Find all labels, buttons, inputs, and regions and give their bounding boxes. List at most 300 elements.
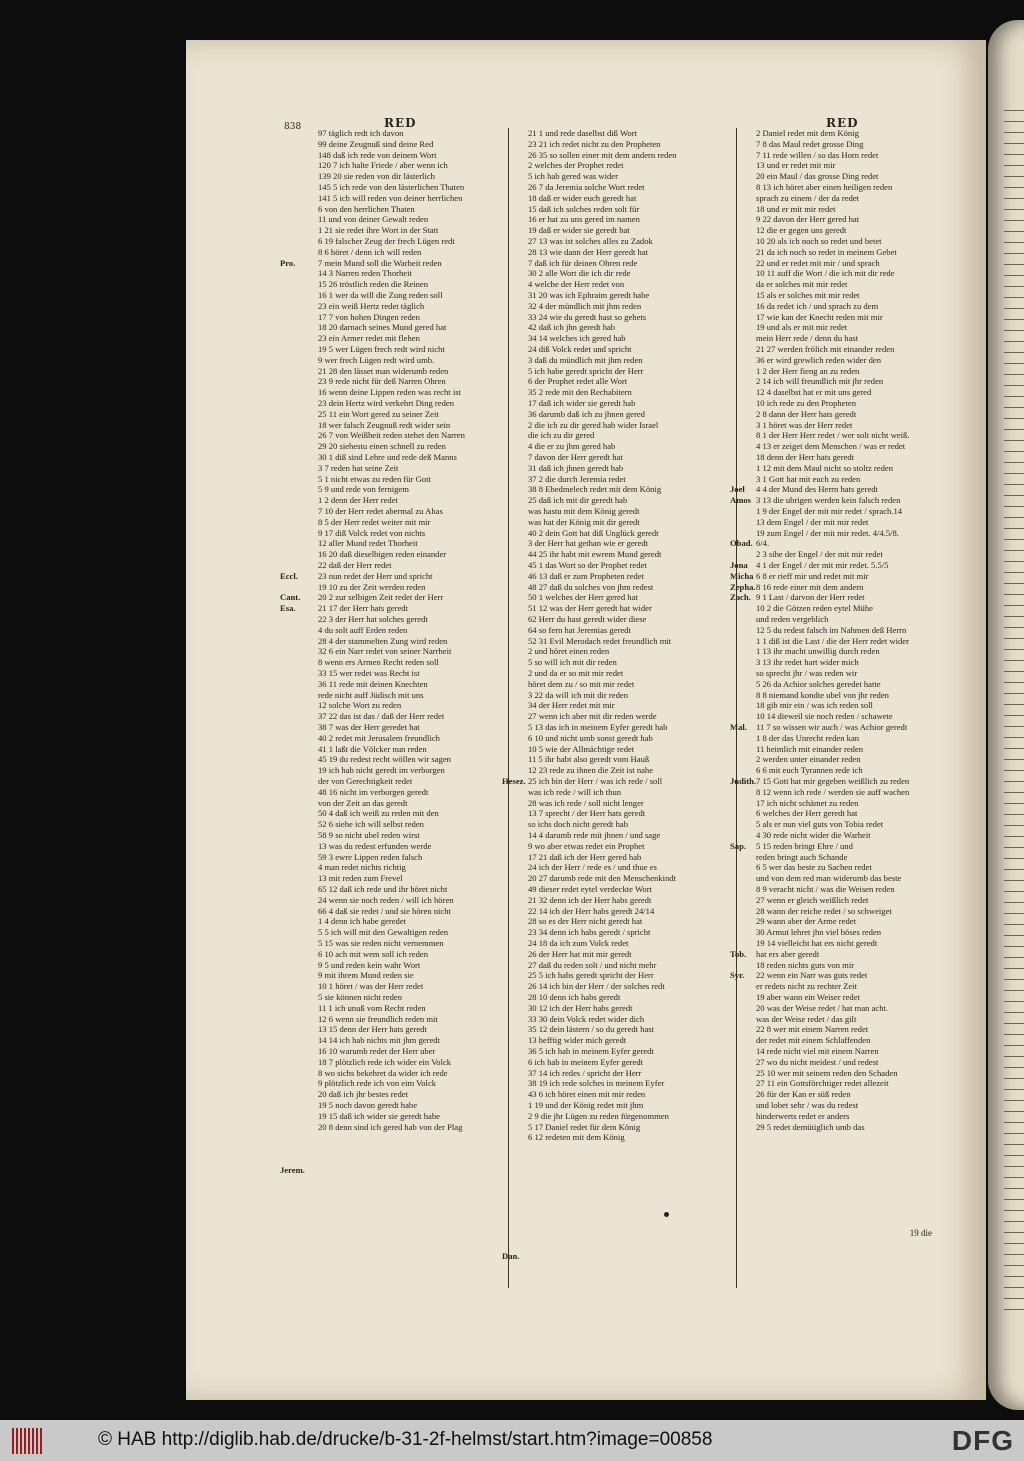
index-entry: 19 daß er wider sie geredt hat bbox=[528, 225, 630, 236]
index-entry: 38 19 ich rede solches in meinem Eyfer bbox=[528, 1078, 665, 1089]
index-entry: 16 1 wer da will die Zung reden soll bbox=[318, 290, 443, 300]
facing-page-line bbox=[1004, 1078, 1024, 1085]
index-entry: 29 20 siehestu einen schnell zu reden bbox=[318, 441, 446, 452]
index-entry: 17 21 daß ich der Herr gered hab bbox=[528, 851, 642, 862]
index-entry: 37 14 ich redes / spricht der Herr bbox=[528, 1067, 642, 1078]
index-entry: 18 reden nichts guts von mir bbox=[756, 959, 855, 970]
index-entry: 32 6 ein Narr redet von seiner Narrheit bbox=[318, 646, 452, 657]
facing-page-line bbox=[1004, 1023, 1024, 1030]
index-entry: 23 nun redet der Herr und spricht bbox=[318, 570, 433, 581]
index-entry: 23 ein Armer redet mit flehen bbox=[318, 333, 420, 344]
index-entry: 7 10 der Herr redet abermal zu Ahas bbox=[318, 506, 443, 516]
index-entry: 18 7 plötzlich rede ich wider ein Volck bbox=[318, 1056, 452, 1067]
facing-page-line bbox=[1004, 990, 1024, 997]
index-entry: 20 was der Weise redet / hat man acht. bbox=[756, 1002, 889, 1013]
index-entry: 25 11 ein Wort gered zu seiner Zeit bbox=[318, 408, 439, 419]
viewer-footer bbox=[0, 1420, 1024, 1461]
index-entry: 1 12 mit dem Maul nicht so stoltz reden bbox=[756, 462, 894, 473]
index-entry: der von Gerechtigkeit redet bbox=[318, 776, 413, 786]
index-entry: 8 13 ich höret aber einen heiligen reden bbox=[756, 182, 893, 192]
index-entry: 7 8 das Maul redet grosse Ding bbox=[756, 138, 864, 149]
facing-page-line bbox=[1004, 286, 1024, 293]
index-entry: 16 10 warumb redet der Herr uber bbox=[318, 1046, 436, 1056]
index-entry: 6 von den herrlichen Thaten bbox=[318, 203, 415, 214]
book-label: Zepha. bbox=[730, 581, 756, 592]
index-entry: 12 aller Mund redet Thorheit bbox=[318, 538, 418, 549]
index-entry: 46 13 daß er zum Propheten redet bbox=[528, 570, 644, 581]
index-entry: 66 4 daß sie redet / und sie hören nicht bbox=[318, 905, 451, 916]
index-entry: 8 16 rede einer mit dem andern bbox=[756, 581, 864, 592]
index-entry: 9 wer frech Lügen redt wird umb. bbox=[318, 354, 435, 365]
facing-page-line bbox=[1004, 880, 1024, 887]
index-entry: 27 wenn ich aber mit dir reden werde bbox=[528, 711, 657, 722]
index-entry: 28 13 wie dann der Herr geredt hat bbox=[528, 246, 649, 257]
facing-page-line bbox=[1004, 638, 1024, 645]
facing-page-line bbox=[1004, 308, 1024, 315]
index-entry: 27 daß du reden solt / und nicht mehr bbox=[528, 959, 657, 970]
index-entry: 20 ein Maul / das grosse Ding redet bbox=[756, 171, 879, 182]
index-entry: 3 der Herr hat gethan wie er geredt bbox=[528, 538, 649, 549]
facing-page-line bbox=[1004, 572, 1024, 579]
index-entry: 8 wo sichs bekehret da wider ich rede bbox=[318, 1067, 448, 1078]
index-entry: 4 du solt auff Erden reden bbox=[318, 624, 408, 635]
facing-page-line bbox=[1004, 825, 1024, 832]
facing-page-line bbox=[1004, 1177, 1024, 1184]
index-entry: 5 17 Daniel redet für dem König bbox=[528, 1121, 641, 1132]
facing-page-line bbox=[1004, 1144, 1024, 1151]
index-entry: 9 1 Last / darvon der Herr redet bbox=[756, 592, 865, 603]
index-entry: 28 wann der reiche redet / so schweiget bbox=[756, 905, 892, 916]
index-entry: 10 20 als ich noch so redet und betet bbox=[756, 236, 882, 246]
index-entry: 6 ich hab in meinem Eyfer geredt bbox=[528, 1056, 644, 1067]
facing-page-line bbox=[1004, 649, 1024, 656]
facing-page-line bbox=[1004, 1232, 1024, 1239]
facing-page-line bbox=[1004, 517, 1024, 524]
index-entry: 7 mein Mund soll die Warheit reden bbox=[318, 257, 442, 268]
index-entry: 23 9 rede nicht für deß Narren Ohren bbox=[318, 376, 446, 387]
index-entry: 58 9 so nicht ubel reden wirst bbox=[318, 830, 420, 840]
index-entry: 38 8 Ebedmelech redet mit dem König bbox=[528, 484, 662, 495]
index-entry: 52 6 siehe ich will selbst reden bbox=[318, 819, 424, 830]
index-entry: 18 20 darnach seines Mund gered hat bbox=[318, 322, 447, 333]
index-entry: 15 als er solches mit mir redet bbox=[756, 290, 860, 300]
index-entry: 1 4 denn ich habe geredet bbox=[318, 916, 407, 927]
index-entry: 10 ich rede zu den Propheten bbox=[756, 398, 856, 408]
index-entry: 4 man redet nichts richtig bbox=[318, 862, 406, 873]
facing-page-line bbox=[1004, 814, 1024, 821]
facing-page-line bbox=[1004, 1089, 1024, 1096]
index-entry: 28 4 der stammelten Zung wird reden bbox=[318, 635, 448, 646]
facing-page-line bbox=[1004, 550, 1024, 557]
index-entry: 21 17 der Herr hats geredt bbox=[318, 603, 408, 614]
index-entry: 43 6 ich höret einen mit mir reden bbox=[528, 1089, 646, 1100]
facing-page-line bbox=[1004, 1276, 1024, 1283]
index-entry: 3 1 Gott hat mit euch zu reden bbox=[756, 473, 861, 484]
index-entry: 35 2 rede mit den Rechabitern bbox=[528, 387, 632, 398]
index-entry: 14 4 darumb rede mit jhnen / und sage bbox=[528, 830, 661, 840]
facing-page-line bbox=[1004, 121, 1024, 128]
facing-page-line bbox=[1004, 803, 1024, 810]
index-entry: 32 4 der mündlich mit jhm reden bbox=[528, 300, 642, 311]
facing-page-line bbox=[1004, 847, 1024, 854]
index-entry: 18 wer falsch Zeugnuß redt wider sein bbox=[318, 419, 451, 430]
facing-page-line bbox=[1004, 110, 1024, 117]
index-entry: 17 7 von hohen Dingen reden bbox=[318, 311, 420, 322]
facing-page-line bbox=[1004, 407, 1024, 414]
index-entry: 21 1 und rede daselbst diß Wort bbox=[528, 128, 637, 138]
facing-page-line bbox=[1004, 957, 1024, 964]
index-entry: 18 denn der Herr hats geredt bbox=[756, 452, 855, 462]
facing-page-line bbox=[1004, 165, 1024, 172]
facing-page-line bbox=[1004, 748, 1024, 755]
index-entry: 4 13 er zeiget dem Menschen / was er redet bbox=[756, 441, 906, 452]
index-entry: 42 daß ich jhn geredt hab bbox=[528, 322, 616, 333]
facing-page-line bbox=[1004, 891, 1024, 898]
index-entry: 5 9 und rede von fernigem bbox=[318, 484, 409, 495]
index-entry: 9 plötzlich rede ich von eim Volck bbox=[318, 1078, 437, 1089]
index-entry: 13 7 sprecht / der Herr hats geredt bbox=[528, 808, 646, 819]
index-entry: 9 22 davon der Herr gered hat bbox=[756, 214, 860, 225]
index-column-3 bbox=[730, 128, 972, 1288]
facing-page-line bbox=[1004, 913, 1024, 920]
index-entry: 3 daß du mündlich mit jhm reden bbox=[528, 354, 643, 365]
facing-page-line bbox=[1004, 484, 1024, 491]
facing-page-line bbox=[1004, 946, 1024, 953]
index-entry: 8 5 der Herr redet weiter mit mir bbox=[318, 516, 431, 527]
index-entry: 8 wenn ers Armen Recht reden soll bbox=[318, 657, 439, 668]
index-entry: 5 5 ich will mit den Gewaltigen reden bbox=[318, 927, 449, 938]
facing-page-line bbox=[1004, 528, 1024, 535]
facing-page-line bbox=[1004, 231, 1024, 238]
facing-page-line bbox=[1004, 660, 1024, 667]
index-entry: 6/4. bbox=[756, 538, 770, 549]
facing-page-line bbox=[1004, 781, 1024, 788]
index-entry: 36 11 rede mit deinen Knechten bbox=[318, 678, 428, 689]
index-entry: 22 daß der Herr redet bbox=[318, 560, 392, 570]
index-entry: 28 was ich rede / soll nicht lenger bbox=[528, 797, 644, 808]
index-entry: 26 14 ich bin der Herr / der solches redt bbox=[528, 981, 665, 992]
index-entry: 9 wo aber etwas redet ein Prophet bbox=[528, 840, 645, 851]
facing-page-line bbox=[1004, 594, 1024, 601]
index-column-2 bbox=[502, 128, 736, 1288]
index-entry: so ichs doch nicht geredt hab bbox=[528, 819, 628, 830]
index-entry: 3 22 da will ich mit dir reden bbox=[528, 689, 628, 700]
index-entry: 30 1 diß sind Lehre und rede deß Manns bbox=[318, 452, 457, 462]
facing-page-line bbox=[1004, 836, 1024, 843]
index-entry: 11 5 ihr habt also geredt vom Hauß bbox=[528, 754, 650, 765]
index-entry: was hat der König mit dir geredt bbox=[528, 516, 640, 527]
index-entry: 62 Herr du hast geredt wider diese bbox=[528, 614, 647, 624]
facing-page-line bbox=[1004, 693, 1024, 700]
book-label: Hesez. bbox=[502, 776, 526, 786]
facing-page-line bbox=[1004, 187, 1024, 194]
index-entry: 12 4 daselbst hat er mit uns gered bbox=[756, 387, 872, 398]
index-entry: 9 mit ihrem Mund reden sie bbox=[318, 970, 414, 981]
index-entry: 97 täglich redt ich davon bbox=[318, 128, 404, 138]
index-entry: 1 2 der Herr fieng an zu reden bbox=[756, 365, 860, 376]
facing-page-line bbox=[1004, 1122, 1024, 1129]
index-entry: 24 wenn sie noch reden / will ich hören bbox=[318, 894, 454, 905]
index-entry: 21 32 denn ich der Herr habs geredt bbox=[528, 894, 652, 905]
index-entry: so sprecht jhr / was reden wir bbox=[756, 668, 858, 678]
index-entry: 5 als er nun viel guts von Tobia redet bbox=[756, 819, 884, 830]
index-entry: 6 8 er rieff mir und redet mit mir bbox=[756, 570, 869, 581]
index-entry: 34 14 welches ich gered hab bbox=[528, 333, 626, 344]
index-entry: 26 der Herr hat mit mir geredt bbox=[528, 948, 632, 959]
facing-page-line bbox=[1004, 924, 1024, 931]
facing-page-line bbox=[1004, 1001, 1024, 1008]
index-entry: 6 10 und nicht umb sonst geredt hab bbox=[528, 732, 653, 743]
facing-page-line bbox=[1004, 1188, 1024, 1195]
logo-bar bbox=[20, 1428, 22, 1454]
facing-page-line bbox=[1004, 374, 1024, 381]
facing-page-line bbox=[1004, 275, 1024, 282]
index-entry: 19 5 noch davon geredt habe bbox=[318, 1100, 418, 1110]
facing-page-line bbox=[1004, 682, 1024, 689]
index-entry: 8 1 der Herr Herr redet / wer solt nicht weiß. bbox=[756, 430, 910, 441]
index-entry: 30 Armut lehret jhn viel böses reden bbox=[756, 927, 882, 938]
book-label: Esa. bbox=[280, 603, 296, 614]
index-entry: reden bringt auch Schande bbox=[756, 851, 848, 862]
index-entry: 34 der Herr redet mit mir bbox=[528, 700, 615, 711]
index-entry: 23 21 ich redet nicht zu den Propheten bbox=[528, 138, 661, 149]
index-entry: 19 10 zu der Zeit werden reden bbox=[318, 581, 426, 592]
index-entry: 40 2 dein Gott hat diß Unglück geredt bbox=[528, 527, 659, 538]
logo-bar bbox=[16, 1428, 18, 1454]
index-entry: 1 2 denn der Herr redet bbox=[318, 495, 398, 506]
index-entry: 24 ich der Herr / rede es / und thue es bbox=[528, 862, 657, 873]
index-entry: 6 6 mit euch Tyrannen rede ich bbox=[756, 765, 863, 776]
facing-page-line bbox=[1004, 1111, 1024, 1118]
index-entry: 8 12 wenn ich rede / werden sie auff wachen bbox=[756, 786, 910, 797]
index-entry: 4 die er zu jhm gered hab bbox=[528, 441, 616, 452]
index-entry: 141 5 ich will reden von deiner herrlichen bbox=[318, 192, 463, 203]
facing-page-line bbox=[1004, 627, 1024, 634]
index-entry: 4 30 rede nicht wider die Warheit bbox=[756, 830, 871, 840]
facing-page-line bbox=[1004, 1100, 1024, 1107]
facing-page-line bbox=[1004, 583, 1024, 590]
facing-page-line bbox=[1004, 352, 1024, 359]
facing-page-line bbox=[1004, 1012, 1024, 1019]
index-entry: 25 10 wer mit seinem reden den Schaden bbox=[756, 1067, 898, 1078]
logo-bar bbox=[32, 1428, 34, 1454]
facing-page-line bbox=[1004, 495, 1024, 502]
logo-bar bbox=[36, 1428, 38, 1454]
facing-page-line bbox=[1004, 1199, 1024, 1206]
facing-page-line bbox=[1004, 1309, 1024, 1316]
index-entry: 13 15 denn der Herr hats geredt bbox=[318, 1024, 427, 1035]
facing-page-line bbox=[1004, 539, 1024, 546]
facing-page-line bbox=[1004, 473, 1024, 480]
index-entry: 5 15 reden bringt Ehre / und bbox=[756, 840, 853, 851]
facing-page-line bbox=[1004, 429, 1024, 436]
book-label: Amos bbox=[730, 495, 752, 506]
index-entry: 12 5 du redest falsch im Nahmen deß Herrn bbox=[756, 624, 907, 635]
index-entry: 1 13 ihr macht unwillig durch reden bbox=[756, 646, 880, 657]
facing-page-line bbox=[1004, 1243, 1024, 1250]
index-entry: 45 19 du redest recht wöllen wir sagen bbox=[318, 754, 451, 765]
index-entry: 50 1 welches der Herr gered hat bbox=[528, 592, 638, 603]
index-entry: 15 26 tröstlich reden die Reinen bbox=[318, 279, 429, 290]
index-entry: 2 die ich zu dir gered hab wider Israel bbox=[528, 419, 659, 430]
index-entry: 5 15 was sie reden nicht vernemmen bbox=[318, 938, 444, 948]
facing-page-line bbox=[1004, 242, 1024, 249]
index-entry: 26 35 so sollen einer mit dem andern reden bbox=[528, 149, 677, 160]
index-entry: 7 davon der Herr geredt hat bbox=[528, 452, 623, 462]
book-label: Zach. bbox=[730, 592, 751, 603]
index-entry: 22 und er redet mit mir / und sprach bbox=[756, 257, 880, 268]
index-entry: 10 5 wie der Allmächtige redet bbox=[528, 743, 635, 754]
facing-page-line bbox=[1004, 198, 1024, 205]
facing-page-line bbox=[1004, 253, 1024, 260]
index-entry: 11 heimlich mit einander reden bbox=[756, 743, 864, 754]
index-entry: da er solches mit mir redet bbox=[756, 279, 848, 290]
facing-page-line bbox=[1004, 770, 1024, 777]
index-entry: 8 6 höret / denn ich will reden bbox=[318, 246, 422, 257]
page-number: 838 bbox=[284, 122, 302, 132]
book-label: Dan. bbox=[502, 1251, 520, 1262]
index-entry: 21 27 werden frölich mit einander reden bbox=[756, 344, 895, 354]
facing-page-line bbox=[1004, 154, 1024, 161]
index-entry: von der Zeit an das geredt bbox=[318, 797, 408, 808]
index-entry: 5 ich hab gered was wider bbox=[528, 171, 618, 182]
index-entry: 51 12 was der Herr geredt hat wider bbox=[528, 603, 652, 614]
index-entry: 13 mit reden zum Frevel bbox=[318, 873, 403, 884]
facing-page-line bbox=[1004, 462, 1024, 469]
index-entry: 3 13 ihr redet hart wider mich bbox=[756, 657, 859, 668]
logo-bar bbox=[40, 1428, 42, 1454]
index-entry: 2 welches der Prophet redet bbox=[528, 160, 624, 171]
index-entry: 27 13 was ist solches alles zu Zadok bbox=[528, 236, 653, 246]
index-entry: was hastu mit dem König geredt bbox=[528, 506, 640, 516]
facing-page-line bbox=[1004, 1155, 1024, 1162]
facing-page-line bbox=[1004, 319, 1024, 326]
copyright-link[interactable]: © HAB http://diglib.hab.de/drucke/b-31-2f-helmst/start.htm?image=00858 bbox=[98, 1429, 713, 1450]
index-entry: 36 darumb daß ich zu jhnen gered bbox=[528, 408, 645, 419]
index-entry: 25 ich bin der Herr / was ich rede / soll bbox=[528, 776, 663, 786]
index-entry: 17 daß ich wider sie geredt hab bbox=[528, 398, 636, 408]
facing-page-line bbox=[1004, 143, 1024, 150]
index-entry: 23 dein Hertz wird verkehrt Ding reden bbox=[318, 398, 455, 408]
index-entry: 2 3 sihe der Engel / der mit mir redet bbox=[756, 549, 883, 560]
facing-page-line bbox=[1004, 869, 1024, 876]
index-entry: 139 20 sie reden von dir lästerlich bbox=[318, 171, 435, 182]
index-entry: 7 15 Gott hat mir gegeben weißlich zu reden bbox=[756, 776, 910, 786]
facing-page-line bbox=[1004, 506, 1024, 513]
index-entry: 2 9 die jhr Lügen zu reden fürgenommen bbox=[528, 1110, 669, 1121]
index-entry: 19 14 vielleicht hat ers nicht geredt bbox=[756, 938, 878, 948]
index-entry: 36 5 ich hab in meinem Eyfer geredt bbox=[528, 1046, 654, 1056]
index-entry: 7 daß ich für deinen Ohren rede bbox=[528, 257, 638, 268]
index-entry: 16 da redet ich / und sprach zu dem bbox=[756, 300, 879, 311]
facing-page-line bbox=[1004, 1133, 1024, 1140]
index-entry: rede nicht auff Jüdisch mit uns bbox=[318, 689, 424, 700]
index-entry: 19 zum Engel / der mit mir redet. 4/4.5/8. bbox=[756, 527, 899, 538]
index-entry: 10 2 die Götzen reden eytel Mühe bbox=[756, 603, 873, 614]
facing-page-line bbox=[1004, 1166, 1024, 1173]
hab-logo-icon bbox=[12, 1428, 46, 1454]
book-label: Jona bbox=[730, 560, 748, 570]
running-header-left: RED bbox=[384, 116, 417, 130]
index-entry: 25 5 ich habs geredt spricht der Herr bbox=[528, 970, 654, 981]
index-entry: was ich rede / will ich thun bbox=[528, 786, 622, 797]
index-column-1 bbox=[282, 128, 508, 1288]
running-header-right: RED bbox=[826, 116, 859, 130]
index-entry: 26 7 von Weißheit reden stehet den Narren bbox=[318, 430, 465, 441]
index-entry: 99 deine Zeugnuß sind deine Red bbox=[318, 138, 434, 149]
index-entry: 25 daß ich mit dir geredt hab bbox=[528, 495, 628, 506]
index-entry: 27 11 ein Gottsförchtiger redet allezeit bbox=[756, 1078, 889, 1089]
index-entry: 16 20 daß dieselbigen reden einander bbox=[318, 549, 447, 560]
index-entry: 6 5 wer das beste zu Sachen redet bbox=[756, 862, 872, 873]
index-entry: 22 8 wer mit einem Narren redet bbox=[756, 1024, 869, 1035]
index-entry: 7 11 rede willen / so das Horn redet bbox=[756, 149, 879, 160]
index-entry: 20 27 darumb rede mit den Menschenkindt bbox=[528, 873, 676, 884]
facing-page-line bbox=[1004, 1265, 1024, 1272]
index-entry: 148 daß ich rede von deinem Wort bbox=[318, 149, 437, 160]
facing-page-line bbox=[1004, 341, 1024, 348]
facing-page-line bbox=[1004, 330, 1024, 337]
logo-bar bbox=[24, 1428, 26, 1454]
facing-page-line bbox=[1004, 1287, 1024, 1294]
facing-page-line bbox=[1004, 671, 1024, 678]
book-label: Tob. bbox=[730, 948, 747, 959]
index-entry: 19 aber wann ein Weiser redet bbox=[756, 992, 860, 1002]
index-entry: hinderwerts redet er anders bbox=[756, 1110, 850, 1121]
index-entry: 10 1 höret / was der Herr redet bbox=[318, 981, 424, 992]
index-entry: 9 5 und reden kein wahr Wort bbox=[318, 959, 421, 970]
index-entry: 19 und als er mit mir redet bbox=[756, 322, 848, 333]
index-entry: 12 solche Wort zu reden bbox=[318, 700, 402, 711]
facing-page-line bbox=[1004, 363, 1024, 370]
index-entry: 44 25 ihr habt mit ewrem Mund geredt bbox=[528, 549, 662, 560]
index-entry: 37 2 die durch Jeremia redet bbox=[528, 473, 626, 484]
index-entry: 8 8 niemand kondte ubel von jhr reden bbox=[756, 689, 889, 700]
index-entry: 24 18 da ich zum Volck redet bbox=[528, 938, 629, 948]
facing-page-line bbox=[1004, 418, 1024, 425]
index-entry: 20 2 zur selbigen Zeit redet der Herr bbox=[318, 592, 444, 603]
book-page bbox=[186, 40, 986, 1400]
index-entry: und von dem red man widerumb das beste bbox=[756, 873, 902, 884]
index-entry: 1 19 und der König redet mit jhm bbox=[528, 1100, 644, 1110]
dfg-logo: DFG bbox=[951, 1425, 1014, 1456]
index-entry: 6 19 falscher Zeug der frech Lügen redt bbox=[318, 236, 455, 246]
index-entry: 64 so fern hat Jeremias geredt bbox=[528, 624, 631, 635]
index-entry: 21 28 den lässet man widerumb reden bbox=[318, 365, 449, 376]
index-entry: 59 3 ewre Lippen reden falsch bbox=[318, 851, 423, 862]
index-entry: 6 welches der Herr geredt hat bbox=[756, 808, 858, 819]
index-entry: 10 11 auff die Wort / die ich mit dir rede bbox=[756, 268, 895, 279]
index-entry: 9 17 diß Volck redet von nichts bbox=[318, 527, 426, 538]
index-entry: 5 ich habe geredt spricht der Herr bbox=[528, 365, 644, 376]
index-entry: 5 26 da Achior solches geredet hatte bbox=[756, 678, 881, 689]
index-entry: 3 7 reden hat seine Zeit bbox=[318, 462, 399, 473]
index-entry: 120 7 ich halte Friede / aber wenn ich bbox=[318, 160, 448, 171]
index-entry: und lobet sehr / was du redest bbox=[756, 1100, 859, 1110]
index-entry: 5 sie können nicht reden bbox=[318, 992, 403, 1002]
index-entry: 48 27 daß du solches von jhm redest bbox=[528, 581, 654, 592]
index-entry: 14 14 ich hab nichts mit jhm geredt bbox=[318, 1035, 440, 1046]
index-entry: 26 7 da Jeremia solche Wort redet bbox=[528, 182, 645, 192]
index-entry: 2 14 ich will freundlich mit jhr reden bbox=[756, 376, 884, 387]
index-entry: 11 1 ich unuß vom Recht reden bbox=[318, 1002, 426, 1013]
index-entry: 27 wo du nicht meidest / und redest bbox=[756, 1056, 879, 1067]
index-entry: 31 daß ich jhnen geredt hab bbox=[528, 462, 624, 473]
index-entry: 17 wie kan der Knecht reden mit mir bbox=[756, 311, 883, 322]
index-entry: 4 4 der Mund des Herrn hats geredt bbox=[756, 484, 878, 495]
index-entry: 1 21 sie redet ihre Wort in der Statt bbox=[318, 225, 439, 236]
facing-page-line bbox=[1004, 737, 1024, 744]
